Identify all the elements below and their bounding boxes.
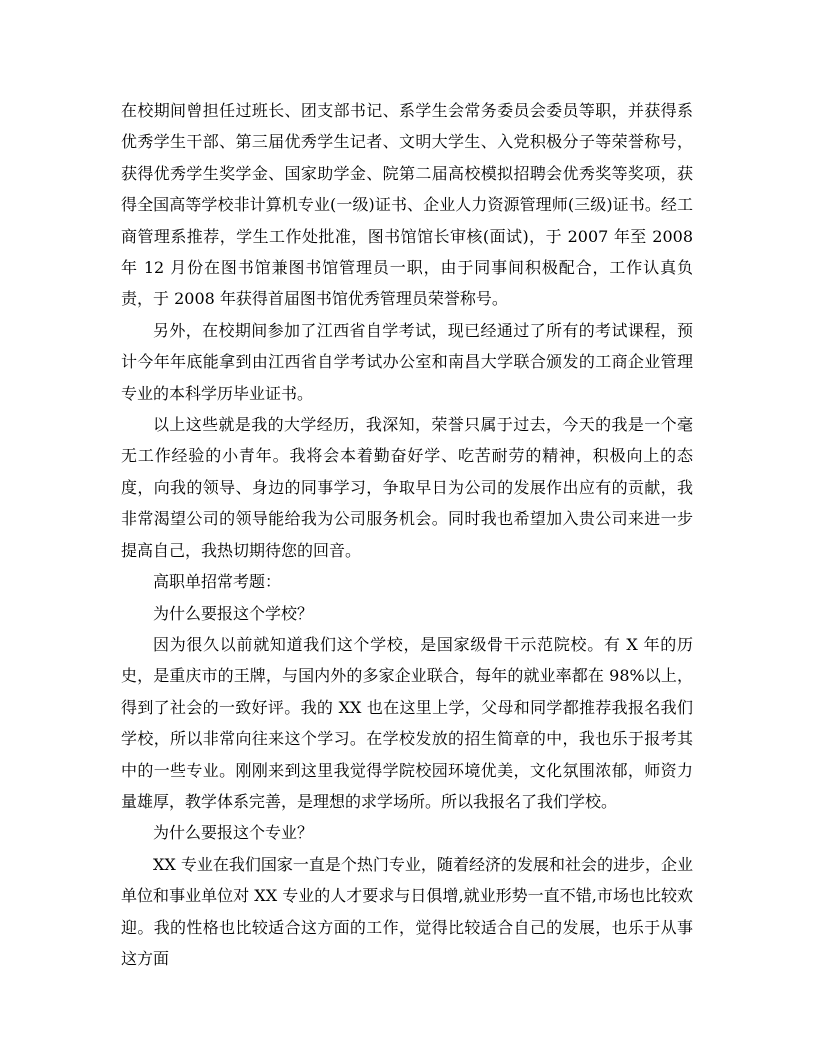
paragraph-conclusion: 以上这些就是我的大学经历，我深知，荣誉只属于过去，今天的我是一个毫无工作经验的小青年。我将会本着勤奋好学、吃苦耐劳的精神，积极向上的态度，向我的领导、身边的同事学习，争取早日为公司的发展作出应有的贡献，我非常渴望公司的领导能给我为公司服务机会。同时我也希望加入贵公司来进一步提高自己，我热切期待您的回音。 bbox=[121, 415, 693, 560]
question-why-school: 为什么要报这个学校？ bbox=[153, 603, 314, 623]
paragraph-honors: 在校期间曾担任过班长、团支部书记、系学生会常务委员会委员等职，并获得系优秀学生干部、第三届优秀学生记者、文明大学生、入党积极分子等荣誉称号，获得优秀学生奖学金、国家助学金、院第二届高校模拟招聘会优秀奖等奖项，获得全国高等学校非计算机专业(一级)证书、企业人力资源管理师(三级)证书。经工商管理系推荐，学生工作处批准，图书馆馆长审核(面试)，于 2007 年至 2008 年 12 月份在图书馆兼图书馆管理员一职，由于同事间积极配合，工作认真负责，于 2008 年获得首届图书馆优秀管理员荣誉称号。 bbox=[121, 101, 693, 309]
question-why-major: 为什么要报这个专业？ bbox=[153, 823, 314, 843]
document-page bbox=[121, 95, 693, 974]
paragraph-self-study-exam: 另外，在校期间参加了江西省自学考试，现已经通过了所有的考试课程，预计今年年底能拿到由江西省自学考试办公室和南昌大学联合颁发的工商企业管理专业的本科学历毕业证书。 bbox=[121, 320, 693, 403]
answer-why-school: 因为很久以前就知道我们这个学校，是国家级骨干示范院校。有 X 年的历史，是重庆市的王牌，与国内外的多家企业联合，每年的就业率都在 98%以上，得到了社会的一致好评。我的 XX 也在这里上学，父母和同学都推荐我报名我们学校，所以非常向往来这个学习。在学校发放的招生简章的中，我也乐于报考其中的一些专业。刚刚来到这里我觉得学院校园环境优美，文化氛围浓郁，师资力量雄厚，教学体系完善，是理想的求学场所。所以我报名了我们学校。 bbox=[121, 634, 693, 811]
heading-common-questions: 高职单招常考题： bbox=[153, 572, 282, 592]
answer-why-major: XX 专业在我们国家一直是个热门专业，随着经济的发展和社会的进步，企业单位和事业单位对 XX 专业的人才要求与日俱增,就业形势一直不错,市场也比较欢迎。我的性格也比较适合这方面的工作，觉得比较适合自己的发展，也乐于从事这方面 bbox=[121, 854, 693, 968]
